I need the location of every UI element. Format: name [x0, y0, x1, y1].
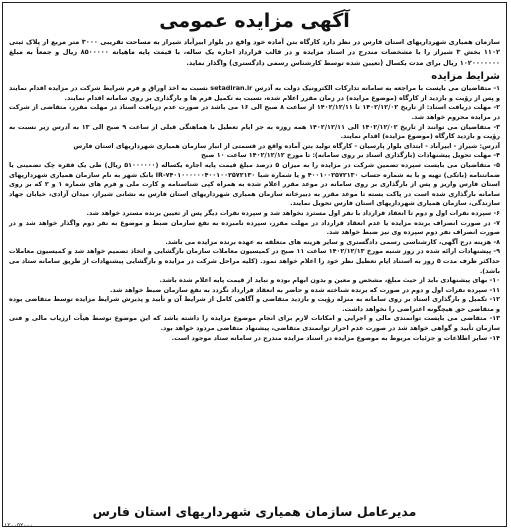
- conditions-heading: شرایط مزایده: [431, 71, 500, 83]
- condition-item: ۸- هزینه درج آگهی، کارشناسی رسمی دادگستری و سایر هزینه های متعلقه به عهده برنده مزایده می باشد.: [165, 237, 500, 246]
- condition-item: ۲- مهلت دریافت اسناد: از تاریخ ۱۴۰۲/۱۲/۰۲ تا ۱۴۰۲/۱۲/۱۱ از ساعت ۸ صبح الی ۱۶ می باشد در صورت عدم دریافت اسناد در مهلت مقرر، متقاضی از شرکت در مزایده محروم خواهد شد.: [9, 103, 501, 121]
- condition-item: ۵- متقاضیان می بایست سپرده تضمین شرکت در مزایده را به میزان ۵ درصد مبلغ قیمت پایه اجاره یکساله (۵۱۰۰۰۰۰۰ ریال) طی یک فقره چک تضمینی یا ضمانتنامه (بانکی) تهیه و یا به شماره حساب ۴۰۰۱۰۰۲۵۷۲۱۳۰ و یا شماره شبا IR-۷۴۰۱۰۰۰۰۰۰۴۰۰۱۰۰۲۵۷۲۱۳۰ بانک شهر به نام سازمان همیاری شهرداریهای استان فارس واریز و پس از بارگذاری بر روی سامانه در موعد مقرر اعلام شده به همراه کپی شناسنامه و کارت ملی و فرم های شماره ۱ و ۲ که بر روی سامانه بارگذاری شده است در پاکت بسته تا موعد مقرر به دبیرخانه سازمان همیاری شهرداریهای استان فارس به نشانی شیراز، میدان آزادی، خیابان جهاد سازندگی، سازمان همیاری شهرداریهای استان فارس تحویل نمایند.: [9, 160, 501, 208]
- announcement-frame: [2, 2, 507, 527]
- condition-item: ۶- سپرده نفرات اول و دوم تا انعقاد قرارداد با نفر اول مسترد نخواهد شد و سپرده نفرات دیگر پس از تعیین برنده مسترد خواهد شد.: [86, 208, 500, 217]
- condition-item: ۱- متقاضیان می بایست با مراجعه به سامانه تدارکات الکترونیک دولت به آدرس setadiran.ir نسبت به اخذ اوراق و فرم شرایط شرکت در مزایده اقدام نمایند و پس از رؤیت و بازدید از کارگاه (موضوع مزایده) در زمان مقرر اعلام شده، نسبت به تکمیل فرم ها و بارگذاری بر روی سامانه اقدام نمایند.: [9, 84, 501, 102]
- condition-item: ۷- در صورت انصراف برنده مزایده یا عدم انعقاد قرارداد در مهلت مقرر، سپرده نامبرده به نفع سازمان ضبط و موضوع به نفر دوم واگذار خواهد شد و در صورت انصراف نفر دوم سپرده وی نیز ضبط خواهد شد.: [9, 218, 500, 237]
- page-title: آگهی مزایده عمومی: [159, 10, 350, 32]
- condition-item: ۱۰- بهای پیشنهادی باید از حیث مبلغ، مشخص و معین و بدون ابهام بوده و نباید از قیمت پایه اعلام شده باشد.: [159, 276, 500, 285]
- condition-item: ۹- پیشنهادات ارائه شده در روز شنبه مورخ ۱۴۰۲/۱۲/۱۳ ساعت ۱۱ صبح در کمیسیون معاملات سازمان بازگشایی و اتخاذ تصمیم خواهد شد و کمیسیون معاملات حداکثر ظرف مدت ۵ روز به استناد ایام تعطیل نظر خود را اعلام خواهد نمود. (کلیه مراحل شرکت در مزایده و بازگشایی پیشنهادات از طریق سامانه ستاد می باشد).: [9, 247, 501, 275]
- condition-item: ۳- متقاضیان می توانند از تاریخ ۱۴۰۲/۱۲/۰۲ الی ۱۴۰۲/۱۲/۱۱ همه روزه به جز ایام تعطیل با هماهنگی قبلی از ساعت ۹ صبح الی ۱۳ به آدرس زیر نسبت به رؤیت و بازدید کارگاه (موضوع مزایده) اقدام نمایند.: [9, 122, 501, 141]
- condition-item: ۱۴- سایر اطلاعات و جزئیات مربوط به موضوع مزایده در اسناد مزایده مندرج در سامانه ستاد موجود است.: [171, 333, 500, 342]
- intro-paragraph: سازمان همیاری شهرداریهای استان فارس در نظر دارد کارگاه بتن آماده خود واقع در بلوار ابیرآباد شیراز به مساحت تقریبی ۳۰۰۰ متر مربع از پلاک ثبتی ۱۱۰۲ بخش ۳ شیراز را با مشخصات مندرج در اسناد مزایده و در قالب قرارداد اجاره یک ساله، با قیمت پایه ماهیانه ۸۵۰۰۰۰۰ ریال و جمعاً به مبلغ ۱۰۲۰۰۰۰۰۰۰ ریال برای مدت یکسال (تعیین شده توسط کارشناس رسمی دادگستری) واگذار نماید.: [9, 38, 501, 67]
- conditions-list: [9, 84, 500, 343]
- condition-item: ۱۲- تکمیل و بارگذاری اسناد بر روی سامانه به منزله رؤیت و بازدید متقاضی و آگاهی کامل از شرایط آن و تأیید و پذیرش شرایط مزایده توسط متقاضی بوده و متقاضی حق هیچگونه اعتراضی را نخواهد داشت.: [9, 295, 500, 313]
- condition-item: ۱۱- سپرده نفرات اول و دوم در صورت که برنده شناخته شده و حاضر به انعقاد قرارداد نگردد به نفع سازمان ضبط خواهد شد.: [109, 285, 500, 294]
- ad-code: ۱۲۰۰۵۲۰۰۰: [4, 522, 34, 529]
- condition-item: آدرس: شیراز - ابیرآباد - ابتدای بلوار پارسیان - کارگاه تولید بتن آماده واقع در قسمتی از انبار سازمان همیاری شهرداریهای استان فارس: [73, 141, 500, 150]
- condition-item: ۱۳- متقاضی می بایست توانمندی مالی و اجرایی و امکانات لازم برای انجام موضوع مزایده را داشته باشد که این موضوع توسط هیأت ارزیاب مالی و فنی سازمان تأیید و گواهی خواهد شد در صورت عدم احراز توانمندی متقاضی، پیشنهاد متقاضی مردود خواهد بود.: [9, 314, 500, 333]
- condition-item: ۴- مهلت تحویل پیشنهادات (بارگذاری اسناد بر روی سامانه): تا مورخ ۱۴۰۲/۱۲/۱۲ ساعت ۱۰ صبح: [201, 151, 500, 160]
- signature-line: مدیرعامل سازمان همیاری شهرداریهای استان فارس: [92, 504, 417, 519]
